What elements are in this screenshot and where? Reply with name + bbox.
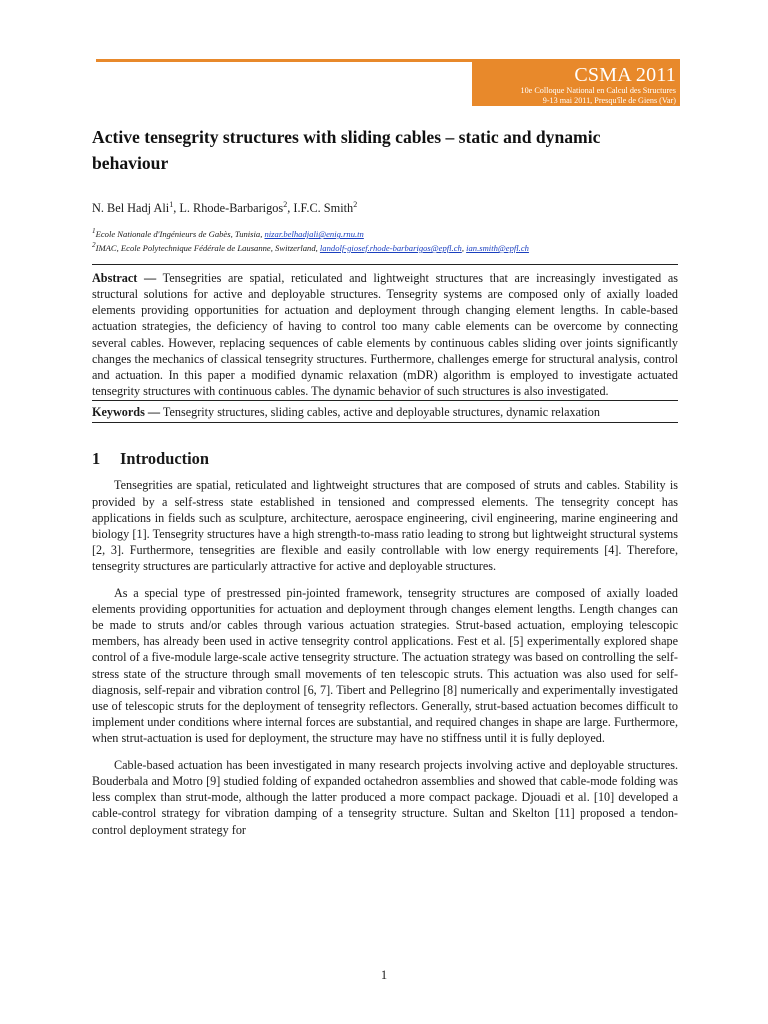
affiliation-1: $^1$Ecole Nationale d'Ingénieurs de Gabès, Tunisia, nizar.belhadjali@enig.rnu.tn: [92, 227, 364, 239]
affiliations: [92, 226, 678, 254]
keywords-label: Keywords —: [92, 405, 161, 420]
email-link[interactable]: nizar.belhadjali@enig.rnu.tn: [264, 228, 364, 239]
abstract-label: Abstract —: [92, 270, 157, 285]
paper-content: [92, 124, 678, 838]
abstract: [92, 270, 678, 400]
keywords-text: Tensegrity structures, sliding cables, active and deployable structures, dynamic relaxation: [162, 405, 600, 420]
conference-dates: 9-13 mai 2011, Presqu'île de Giens (Var): [542, 96, 676, 105]
section-heading: [92, 449, 678, 469]
conference-title: CSMA 2011: [574, 64, 676, 86]
section-number: 1: [92, 449, 101, 469]
abstract-text: Tensegrities are spatial, reticulated and lightweight structures that are increasingly investigated as structural solutions for active and deployable structures. Tensegrity systems are composed only of axially loaded elements providing opportunities for actuation and deployment through changing element lengths. In cable-based actuation strategies, the deficiency of having to control too many cable elements can be overcome by connecting several cables. However, replacing sequences of cable elements by continuous cables sliding over joints significantly changes the mechanics of classical tensegrity structures. Furthermore, challenges emerge for structural analysis, control and actuation. In this paper a modified dynamic relaxation (mDR) algorithm is employed to investigate actuated tensegrity structures with continuous cables. The dynamic behavior of such structures is also investigated.: [92, 270, 678, 399]
section-title: Introduction: [120, 449, 209, 469]
keywords: [92, 400, 678, 420]
email-link[interactable]: ian.smith@epfl.ch: [466, 242, 529, 253]
author-name: L. Rhode-Barbarigos: [179, 201, 284, 216]
author-list: N. Bel Hadj Ali$^1$, L. Rhode-Barbarigos$^2$, I.F.C. Smith$^2$: [92, 200, 358, 216]
body-paragraph: As a special type of prestressed pin-jointed framework, tensegrity structures are composed of axially loaded elements providing opportunities for actuation and deployment through changes element lengths. Length changes can be made to struts and/or cables through various actuation strategies. Strut-based actuation, employing telescopic members, has already been used in active tensegrity control applications. Fest et al. [5] experimentally explored shape control of a five-module large-scale active tensegrity structure. The actuation strategy was based on controlling the self-stress state of the structure through small movements of ten telescopic struts. This actuation was also used for self-diagnosis, self-repair and vibration control [6, 7]. Tibert and Pellegrino [8] numerically and experimentally investigated use of telescopic struts for the deployment of tensegrity reflectors. Generally, strut-based actuation becomes difficult to implement under conditions where internal forces are substantial, and required changes in shape are large. Furthermore, when strut-actuation is used for deployment, the structure may have no stiffness until it is fully deployed.: [92, 585, 678, 746]
paper-title: Active tensegrity structures with sliding cables – static and dynamic behaviour: [92, 127, 601, 173]
abstract-box: [92, 264, 678, 424]
body-paragraph: Cable-based actuation has been investigated in many research projects involving active and deployable structures. Bouderbala and Motro [9] studied folding of expanded octahedron assemblies and showed that cable-mode folding was less complex than strut-mode, although the latter produced a more compact package. Djouadi et al. [10] developed a cable-control strategy for vibration damping of a tensegrity structure. Sultan and Skelton [11] proposed a tendon-control deployment strategy for: [92, 757, 678, 837]
author-name: N. Bel Hadj Ali: [92, 201, 170, 216]
page-number: 1: [380, 968, 388, 982]
author-affil-mark: 1: [169, 200, 174, 209]
author-affil-mark: 2: [283, 200, 288, 209]
email-link[interactable]: landolf-giosef.rhode-barbarigos@epfl.ch: [319, 242, 462, 253]
conference-subtitle: 10e Colloque National en Calcul des Structures: [520, 86, 676, 95]
conference-badge: [472, 62, 680, 106]
author-name: I.F.C. Smith: [293, 201, 354, 216]
author-affil-mark: 2: [353, 200, 358, 209]
body-paragraph: Tensegrities are spatial, reticulated and lightweight structures that are composed of struts and cables. Stability is provided by a self-stress state established in tensioned and compressed elements. The tensegrity concept has applications in fields such as sculpture, architecture, aerospace engineering, civil engineering, marine engineering and biology [1]. Tensegrity structures have a high strength-to-mass ratio leading to strong but lightweight structural systems [2, 3]. Furthermore, tensegrities are flexible and easily controllable with low energy requirements [4]. Therefore, tensegrity structures are particularly attractive for active and deployable structures.: [92, 478, 678, 574]
affiliation-2: $^2$IMAC, Ecole Polytechnique Fédérale de Lausanne, Switzerland, landolf-giosef.rhode-barbarigos@epfl.ch, ian.smith@epfl.ch: [92, 240, 529, 253]
